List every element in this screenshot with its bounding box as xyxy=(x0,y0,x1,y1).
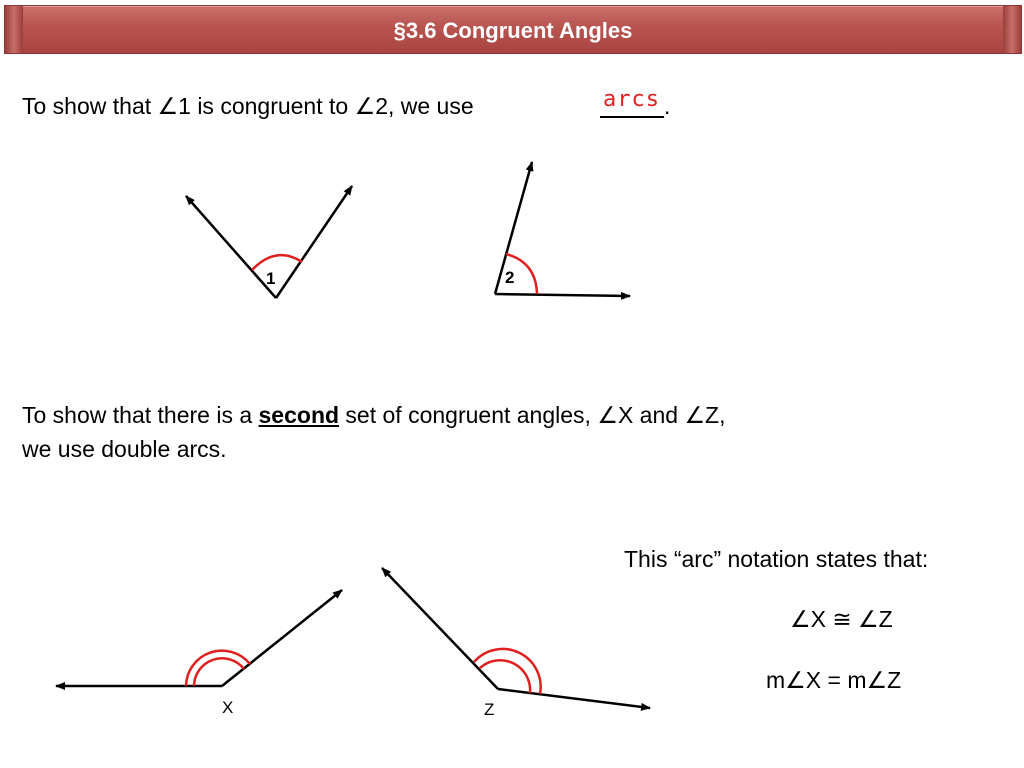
angle-x-figure xyxy=(56,590,342,686)
notation-heading: This “arc” notation states that: xyxy=(624,546,929,572)
angle-1-label: 1 xyxy=(266,269,276,288)
angle-z-ray-right xyxy=(498,689,650,708)
angle-x-arc-inner xyxy=(194,658,244,686)
second-set-sentence xyxy=(22,402,726,429)
second-set-text-start: To show that there is a xyxy=(22,402,259,428)
double-arcs-sentence: we use double arcs. xyxy=(22,436,227,462)
second-emphasis: second xyxy=(258,402,340,428)
measure-statement: m∠X = m∠Z xyxy=(766,667,902,693)
congruence-statement: ∠X ≅ ∠Z xyxy=(790,606,893,632)
angle-z-label: Z xyxy=(484,700,495,719)
angle-2-figure xyxy=(495,162,630,296)
intro-sentence-text: To show that ∠1 is congruent to ∠2, we use xyxy=(22,93,474,119)
angle-2-label: 2 xyxy=(505,268,515,287)
angle-1-ray-left xyxy=(186,196,276,298)
angle-1-arc xyxy=(252,255,302,270)
angle-1-ray-right xyxy=(276,186,352,298)
handwritten-answer: arcs xyxy=(603,87,660,112)
intro-period: . xyxy=(664,93,671,119)
angle-z-ray-up xyxy=(382,568,498,689)
angle-x-ray-right xyxy=(222,590,342,686)
angle-z-figure xyxy=(382,568,650,708)
angle-2-ray-right xyxy=(495,294,630,296)
slide-title: §3.6 Congruent Angles xyxy=(393,18,633,43)
second-set-text-end: set of congruent angles, ∠X and ∠Z, xyxy=(339,402,726,428)
angle-x-label: X xyxy=(222,698,234,717)
